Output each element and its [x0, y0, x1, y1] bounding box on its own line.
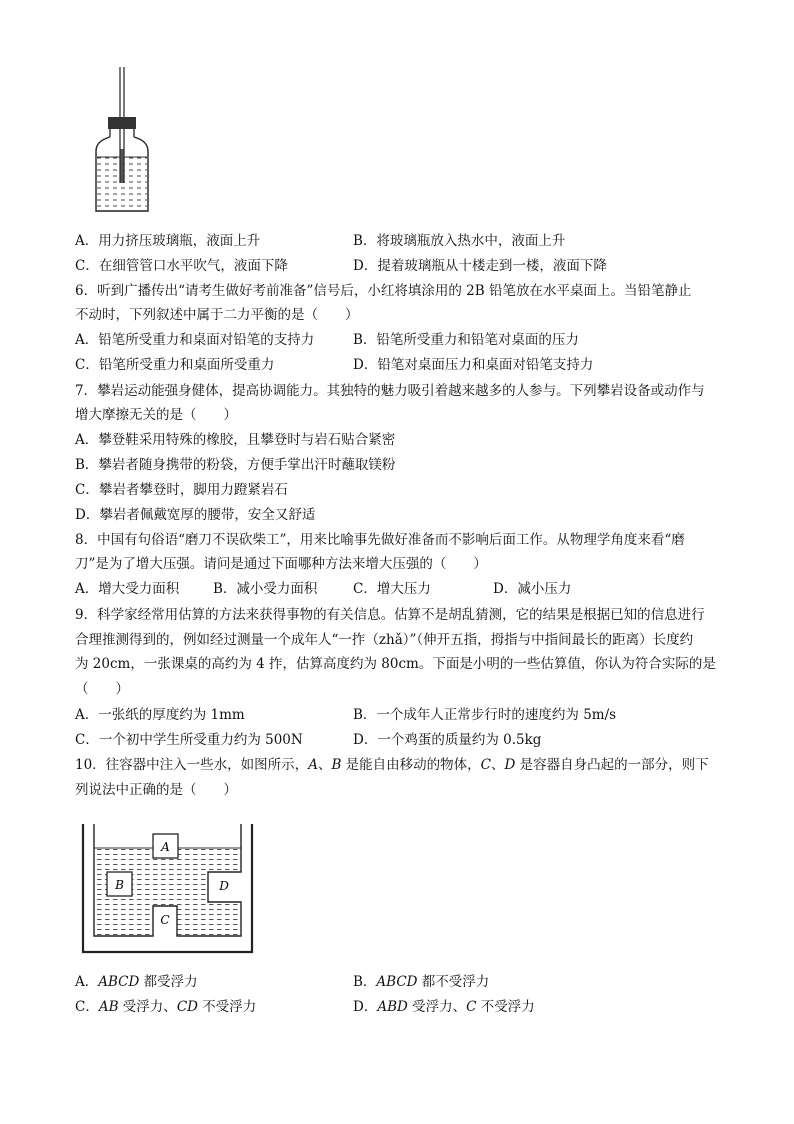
label-d: D	[219, 879, 229, 893]
q7-option-a[interactable]: A．攀登鞋采用特殊的橡胶，且攀登时与岩石贴合紧密	[75, 432, 396, 448]
q7-option-b[interactable]: B．攀岩者随身携带的粉袋，方便手掌出汗时蘸取镁粉	[75, 457, 396, 473]
q8-option-b[interactable]: B．减小受力面积	[213, 581, 318, 597]
q5-option-c[interactable]: C．在细管管口水平吹气，液面下降	[75, 258, 288, 274]
q9-option-d[interactable]: D．一个鸡蛋的质量约为 0.5kg	[353, 732, 542, 748]
q7-stem-line2: 增大摩擦无关的是（ ）	[75, 407, 237, 423]
q5-option-d[interactable]: D．提着玻璃瓶从十楼走到一楼，液面下降	[353, 258, 607, 274]
q8-option-a[interactable]: A．增大受力面积	[75, 581, 180, 597]
q6-option-c[interactable]: C．铅笔所受重力和桌面所受重力	[75, 357, 275, 373]
q9-option-a[interactable]: A．一张纸的厚度约为 1mm	[75, 707, 245, 723]
q8-stem-line2: 刀”是为了增大压强。请问是通过下面哪种方法来增大压强的（ ）	[75, 556, 487, 572]
q5-option-a[interactable]: A．用力挤压玻璃瓶，液面上升	[75, 233, 261, 249]
q8-option-d[interactable]: D．减小压力	[493, 581, 572, 597]
q7-stem-line1: 7．攀岩运动能强身健体，提高协调能力。其独特的魅力吸引着越来越多的人参与。下列攀岩设备或动作与	[75, 383, 705, 399]
q10-option-c[interactable]: C．AB 受浮力、CD 不受浮力	[75, 999, 257, 1015]
q9-stem-line2: 合理推测得到的，例如经过测量一个成年人“一拃（zhǎ）”（伸开五指，拇指与中指间最长的距离）长度约	[75, 632, 694, 648]
q10-stem-line1: 10．往容器中注入一些水，如图所示，A、B 是能自由移动的物体，C、D 是容器自身凸起的一部分，则下	[75, 757, 709, 773]
q10-option-a[interactable]: A．ABCD 都受浮力	[75, 974, 198, 990]
q5-option-b[interactable]: B．将玻璃瓶放入热水中，液面上升	[353, 233, 566, 249]
bottle-figure	[88, 65, 168, 225]
q9-stem-line3: 为 20cm，一张课桌的高约为 4 拃，估算高度约为 80cm。下面是小明的一些估算值，你认为符合实际的是	[75, 656, 716, 672]
q10-option-b[interactable]: B．ABCD 都不受浮力	[353, 974, 490, 990]
q9-stem-line1: 9．科学家经常用估算的方法来获得事物的有关信息。估算不是胡乱猜测，它的结果是根据已知的信息进行	[75, 607, 705, 623]
q8-option-c[interactable]: C．增大压力	[353, 581, 431, 597]
q7-option-d[interactable]: D．攀岩者佩戴宽厚的腰带，安全又舒适	[75, 507, 316, 523]
q6-option-a[interactable]: A．铅笔所受重力和桌面对铅笔的支持力	[75, 332, 315, 348]
q10-stem-line2: 列说法中正确的是（ ）	[75, 782, 237, 798]
container-figure	[80, 822, 255, 957]
q6-option-d[interactable]: D．铅笔对桌面压力和桌面对铅笔支持力	[353, 357, 594, 373]
q10-option-d[interactable]: D．ABD 受浮力、C 不受浮力	[353, 999, 535, 1015]
q9-option-b[interactable]: B．一个成年人正常步行时的速度约为 5m/s	[353, 707, 617, 723]
q7-option-c[interactable]: C．攀岩者攀登时，脚用力蹬紧岩石	[75, 482, 288, 498]
q6-option-b[interactable]: B．铅笔所受重力和铅笔对桌面的压力	[353, 332, 579, 348]
q6-stem-line1: 6．听到广播传出“请考生做好考前准备”信号后，小红将填涂用的 2B 铅笔放在水平桌面上。当铅笔静止	[75, 283, 692, 299]
label-a: A	[161, 840, 170, 854]
q9-stem-line4: （ ）	[75, 681, 129, 697]
label-c: C	[160, 913, 170, 927]
label-b: B	[115, 878, 124, 892]
q9-option-c[interactable]: C．一个初中学生所受重力约为 500N	[75, 732, 303, 748]
q8-stem-line1: 8．中国有句俗语“磨刀不误砍柴工”，用来比喻事先做好准备而不影响后面工作。从物理学角度来看“磨	[75, 532, 685, 548]
q6-stem-line2: 不动时，下列叙述中属于二力平衡的是（ ）	[75, 307, 359, 323]
